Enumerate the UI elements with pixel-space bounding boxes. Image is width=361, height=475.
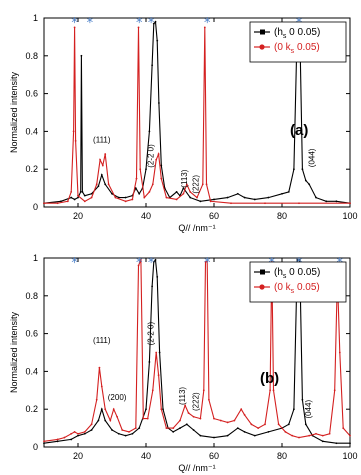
- data-point: [151, 285, 153, 287]
- legend-label-pre: (h: [274, 267, 283, 278]
- data-point: [80, 191, 82, 193]
- y-tick-label: 0.6: [25, 328, 38, 339]
- data-point: [227, 197, 229, 199]
- peak-annotation: (222): [191, 392, 201, 411]
- data-point: [176, 191, 178, 193]
- data-point: [336, 200, 338, 202]
- data-point: [158, 102, 160, 104]
- data-point: [135, 427, 137, 429]
- data-point: [293, 408, 295, 410]
- data-point: [138, 427, 140, 429]
- data-point: [158, 374, 160, 376]
- reflection-star-marker: *: [147, 256, 155, 271]
- data-point: [43, 442, 45, 444]
- data-point: [315, 433, 317, 435]
- data-point: [227, 435, 229, 437]
- panel-label: (b): [260, 370, 280, 387]
- y-tick-label: 0.4: [25, 126, 38, 137]
- data-point: [91, 429, 93, 431]
- x-tick-label: 80: [276, 211, 288, 221]
- data-point: [208, 399, 210, 401]
- data-point: [159, 352, 161, 354]
- reflection-star-marker: *: [203, 16, 211, 31]
- data-point: [193, 429, 195, 431]
- y-tick-label: 0.2: [25, 404, 38, 415]
- data-point: [339, 352, 341, 354]
- y-axis-title: Normalized intensity: [9, 311, 19, 394]
- peak-annotation: (044): [303, 399, 313, 419]
- data-point: [193, 416, 195, 418]
- data-point: [349, 442, 351, 444]
- data-point: [244, 414, 246, 416]
- legend-label-pre: (0 k: [274, 282, 291, 293]
- reflection-star-marker: *: [71, 16, 78, 31]
- data-point: [136, 178, 138, 180]
- data-point: [82, 191, 84, 193]
- data-point: [138, 193, 140, 195]
- peak-annotation: (113): [179, 169, 189, 188]
- data-point: [298, 437, 300, 439]
- data-point: [101, 386, 103, 388]
- data-point: [172, 431, 174, 433]
- x-tick-label: 80: [276, 451, 288, 461]
- data-point: [183, 193, 185, 195]
- data-point: [210, 200, 212, 202]
- reflection-star-marker: *: [203, 256, 211, 271]
- data-point: [74, 199, 76, 201]
- y-tick-label: 0.8: [25, 290, 38, 301]
- data-point: [84, 433, 86, 435]
- data-point: [162, 408, 164, 410]
- data-point: [268, 197, 270, 199]
- data-point: [155, 259, 157, 261]
- data-point: [281, 193, 283, 195]
- data-point: [101, 174, 103, 176]
- data-point: [244, 197, 246, 199]
- data-point: [64, 437, 66, 439]
- y-tick-label: 1: [32, 13, 38, 23]
- data-point: [73, 131, 75, 133]
- peak-annotation: (111): [93, 135, 111, 145]
- data-point: [264, 202, 266, 204]
- data-point: [322, 435, 324, 437]
- reflection-star-marker: *: [86, 16, 94, 31]
- data-point: [149, 191, 151, 193]
- data-point: [91, 193, 93, 195]
- data-point: [74, 431, 76, 433]
- data-point: [325, 200, 327, 202]
- data-point: [102, 165, 104, 167]
- data-point: [257, 427, 259, 429]
- x-tick-label: 20: [72, 451, 84, 461]
- data-point: [145, 408, 147, 410]
- data-point: [302, 168, 304, 170]
- data-point: [70, 191, 72, 193]
- data-point: [160, 165, 162, 167]
- y-tick-label: 0: [32, 442, 38, 452]
- data-point: [186, 423, 188, 425]
- data-point: [70, 197, 72, 199]
- y-tick-label: 0.6: [25, 88, 38, 99]
- data-point: [57, 202, 59, 204]
- y-tick-label: 1: [32, 253, 38, 263]
- data-point: [244, 431, 246, 433]
- data-point: [264, 423, 266, 425]
- data-point: [166, 197, 168, 199]
- data-point: [151, 64, 153, 66]
- data-point: [285, 431, 287, 433]
- data-point: [230, 202, 232, 204]
- legend-label-sub: s: [282, 33, 287, 40]
- data-point: [84, 195, 86, 197]
- data-point: [98, 185, 100, 187]
- reflection-star-marker: *: [135, 256, 143, 271]
- panel-b: [9, 253, 358, 473]
- data-point: [81, 55, 83, 57]
- data-point: [143, 197, 145, 199]
- data-point: [104, 183, 106, 185]
- data-point: [160, 178, 162, 180]
- data-point: [305, 180, 307, 182]
- data-point: [206, 183, 208, 185]
- y-axis-title: Normalized intensity: [9, 71, 19, 154]
- data-point: [213, 418, 215, 420]
- data-point: [99, 367, 101, 369]
- data-point: [200, 200, 202, 202]
- data-point: [104, 153, 106, 155]
- data-point: [77, 435, 79, 437]
- data-point: [336, 442, 338, 444]
- data-point: [98, 420, 100, 422]
- data-point: [91, 197, 93, 199]
- data-point: [288, 423, 290, 425]
- legend-label-pre: (0 k: [274, 42, 291, 53]
- peak-annotation: (222): [191, 174, 201, 194]
- data-point: [113, 408, 115, 410]
- data-point: [202, 183, 204, 185]
- panel-a: [9, 13, 358, 233]
- data-point: [101, 408, 103, 410]
- legend-label-sub: s: [282, 273, 287, 280]
- data-point: [234, 420, 236, 422]
- x-axis-title: Q// /nm⁻¹: [178, 463, 216, 473]
- peak-annotation: (2-2 0): [146, 321, 156, 346]
- reflection-star-marker: *: [147, 16, 155, 31]
- data-point: [237, 427, 239, 429]
- legend-label-sub: s: [290, 288, 295, 295]
- data-point: [288, 191, 290, 193]
- data-point: [132, 199, 134, 201]
- data-point: [96, 399, 98, 401]
- data-point: [293, 168, 295, 170]
- legend-label-sub: s: [290, 48, 295, 55]
- reflection-star-marker: *: [71, 256, 78, 271]
- x-tick-label: 60: [208, 451, 220, 461]
- x-tick-label: 100: [342, 211, 358, 221]
- data-point: [200, 418, 202, 420]
- data-point: [57, 439, 59, 441]
- data-point: [132, 433, 134, 435]
- data-point: [125, 197, 127, 199]
- data-point: [77, 195, 79, 197]
- data-point: [196, 197, 198, 199]
- data-point: [315, 197, 317, 199]
- data-point: [237, 193, 239, 195]
- peak-annotation: (044): [307, 148, 317, 168]
- data-point: [166, 427, 168, 429]
- x-axis-title: Q// /nm⁻¹: [178, 223, 216, 233]
- legend-label-post: 0.05): [294, 282, 320, 293]
- data-point: [149, 361, 151, 363]
- legend-marker-circle: [259, 44, 264, 49]
- data-point: [179, 420, 181, 422]
- data-point: [91, 423, 93, 425]
- data-point: [121, 429, 123, 431]
- data-point: [155, 159, 157, 161]
- data-point: [179, 427, 181, 429]
- data-point: [308, 183, 310, 185]
- data-point: [254, 199, 256, 201]
- data-point: [70, 439, 72, 441]
- data-point: [189, 197, 191, 199]
- data-point: [67, 200, 69, 202]
- data-point: [342, 427, 344, 429]
- data-point: [75, 140, 77, 142]
- data-point: [115, 197, 117, 199]
- data-point: [220, 420, 222, 422]
- data-point: [268, 431, 270, 433]
- data-point: [188, 412, 190, 414]
- data-point: [172, 427, 174, 429]
- data-point: [84, 200, 86, 202]
- data-point: [111, 429, 113, 431]
- data-point: [200, 435, 202, 437]
- x-tick-label: 40: [140, 451, 152, 461]
- y-tick-label: 0.2: [25, 164, 38, 175]
- reflection-star-marker: *: [135, 16, 143, 31]
- legend-label-pre: (h: [274, 27, 283, 38]
- data-point: [43, 202, 45, 204]
- x-tick-label: 60: [208, 211, 220, 221]
- legend-marker-circle: [259, 284, 264, 289]
- data-point: [227, 422, 229, 424]
- legend-label-post: 0 0.05): [286, 27, 321, 38]
- data-point: [70, 433, 72, 435]
- x-tick-label: 40: [140, 211, 152, 221]
- data-point: [147, 418, 149, 420]
- data-point: [96, 183, 98, 185]
- data-point: [213, 437, 215, 439]
- data-point: [84, 431, 86, 433]
- legend-label-post: 0.05): [294, 42, 320, 53]
- legend-label-post: 0 0.05): [286, 267, 321, 278]
- data-point: [156, 276, 158, 278]
- data-point: [176, 199, 178, 201]
- data-point: [77, 433, 79, 435]
- legend-marker-square: [260, 270, 265, 275]
- data-point: [156, 40, 158, 42]
- y-tick-label: 0.4: [25, 366, 38, 377]
- data-point: [269, 389, 271, 391]
- data-point: [160, 408, 162, 410]
- data-point: [158, 153, 160, 155]
- panel-label: (a): [290, 122, 309, 139]
- peak-annotation: (111): [93, 336, 111, 346]
- data-point: [152, 183, 154, 185]
- data-point: [152, 389, 154, 391]
- peak-annotation: (2-2 0): [146, 144, 156, 168]
- peak-annotation: (113): [178, 386, 188, 406]
- data-point: [278, 423, 280, 425]
- data-point: [149, 131, 151, 133]
- data-point: [322, 440, 324, 442]
- data-point: [298, 202, 300, 204]
- y-tick-label: 0.8: [25, 50, 38, 61]
- data-point: [104, 408, 106, 410]
- data-point: [139, 168, 141, 170]
- data-point: [125, 200, 127, 202]
- data-point: [155, 352, 157, 354]
- peak-annotation: (200): [107, 392, 127, 402]
- data-point: [142, 418, 144, 420]
- y-tick-label: 0: [32, 202, 38, 212]
- legend-marker-square: [260, 30, 265, 35]
- data-point: [128, 431, 130, 433]
- data-point: [251, 423, 253, 425]
- data-point: [291, 435, 293, 437]
- data-point: [329, 433, 331, 435]
- data-point: [203, 389, 205, 391]
- data-point: [308, 435, 310, 437]
- data-point: [349, 435, 351, 437]
- data-point: [118, 433, 120, 435]
- data-point: [104, 420, 106, 422]
- data-point: [305, 423, 307, 425]
- data-point: [116, 416, 118, 418]
- data-point: [43, 440, 45, 442]
- data-point: [254, 435, 256, 437]
- x-tick-label: 100: [342, 451, 358, 461]
- data-point: [109, 420, 111, 422]
- data-point: [213, 199, 215, 201]
- data-point: [57, 440, 59, 442]
- data-point: [334, 389, 336, 391]
- data-point: [99, 159, 101, 161]
- x-tick-label: 20: [72, 211, 84, 221]
- data-point: [273, 389, 275, 391]
- data-point: [155, 21, 157, 23]
- data-point: [108, 183, 110, 185]
- data-point: [240, 408, 242, 410]
- data-point: [125, 435, 127, 437]
- data-point: [349, 202, 351, 204]
